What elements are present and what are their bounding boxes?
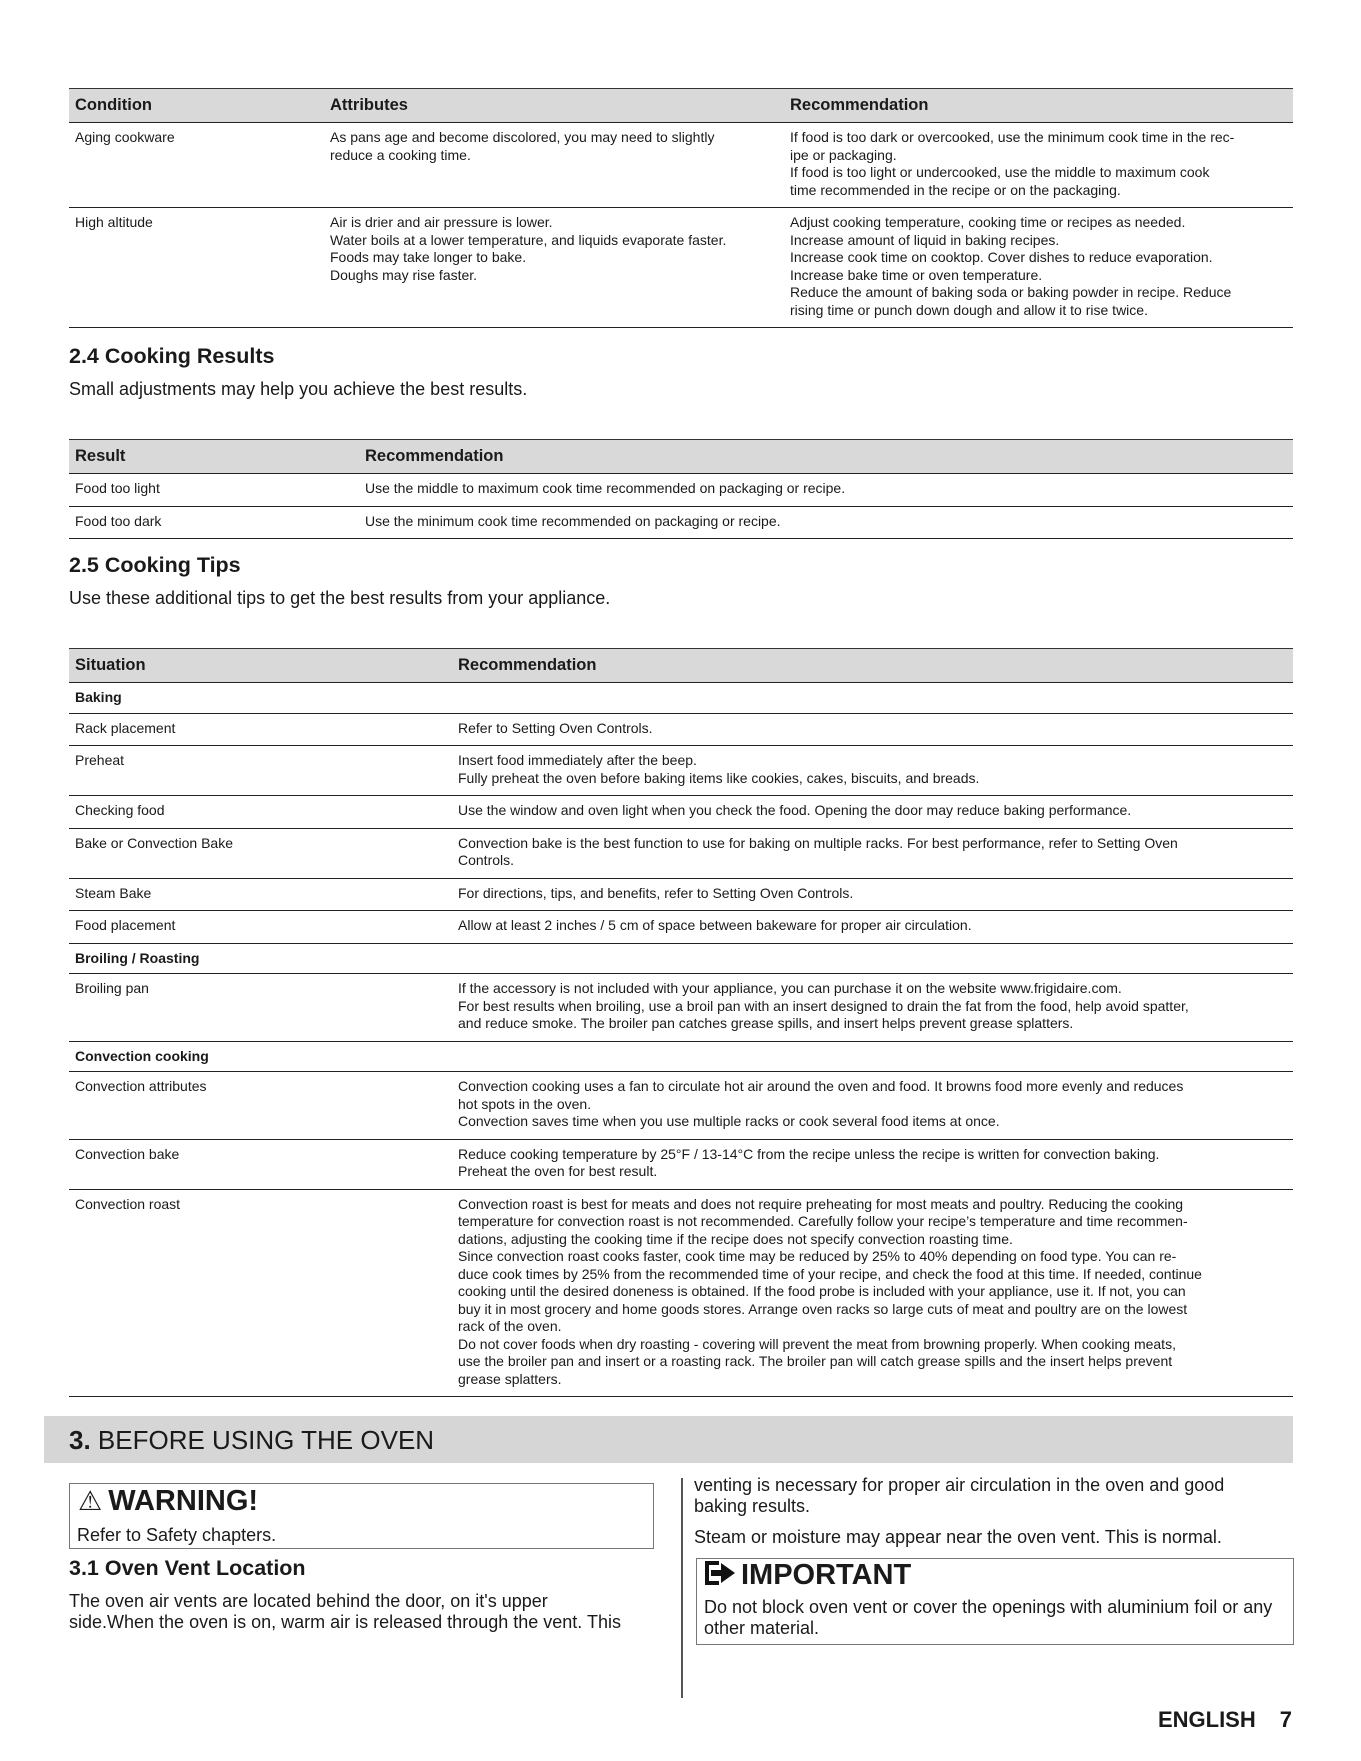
section-3-number: 3. xyxy=(69,1425,91,1455)
table-row xyxy=(69,506,1293,539)
tips-table xyxy=(69,648,1293,1397)
result-cell: Food too light xyxy=(69,474,359,507)
recommendation-cell: Refer to Setting Oven Controls. xyxy=(452,713,1293,746)
header-recommendation: Recommendation xyxy=(359,440,1293,474)
recommendation-cell: If food is too dark or overcooked, use the minimum cook time in the rec- ipe or packaging. If food is too light or undercooked, use the middle to maximum cook time recommended in the recipe or on the packaging. xyxy=(784,123,1293,208)
table-row xyxy=(69,123,1293,208)
table-row xyxy=(69,911,1293,944)
table-row xyxy=(69,1139,1293,1189)
arrow-right-icon xyxy=(705,1560,735,1593)
situation-cell: Convection roast xyxy=(69,1189,452,1397)
group-label: Baking xyxy=(69,683,1293,714)
situation-cell: Broiling pan xyxy=(69,974,452,1042)
page-number: 7 xyxy=(1279,1707,1292,1732)
group-label: Broiling / Roasting xyxy=(69,943,1293,974)
group-row xyxy=(69,683,1293,714)
situation-cell: Convection attributes xyxy=(69,1072,452,1140)
recommendation-cell: Use the minimum cook time recommended on packaging or recipe. xyxy=(359,506,1293,539)
table-row xyxy=(69,1072,1293,1140)
recommendation-cell: Convection roast is best for meats and does not require preheating for most meats and poultry. Reducing the cooking temperature for convection roast is not recommended. Carefully follow your recipe’s temperature and time recommen- dations, adjusting the cooking time if the recipe does not specify convection roasting time. Since convection roast cooks faster, cook time may be reduced by 25% to 40% depending on food type. You can re- duce cook times by 25% from the recommended time of your recipe, and check the food at this time. If needed, continue cooking until the desired doneness is obtained. If the food probe is included with your appliance, use it. If not, you can buy it in most grocery and home goods stores. Arrange oven racks so large cuts of meat and poultry are on the lowest rack of the oven. Do not cover foods when dry roasting - covering will prevent the meat from browning properly. When cooking meats, use the broiler pan and insert or a roasting rack. The broiler pan will catch grease spills and the insert helps prevent grease splatters. xyxy=(452,1189,1293,1397)
table-row xyxy=(69,796,1293,829)
condition-cell: Aging cookware xyxy=(69,123,324,208)
table-row xyxy=(69,474,1293,507)
recommendation-cell: Allow at least 2 inches / 5 cm of space between bakeware for proper air circulation. xyxy=(452,911,1293,944)
condition-cell: High altitude xyxy=(69,208,324,328)
important-heading: IMPORTANT xyxy=(741,1559,912,1591)
situation-cell: Preheat xyxy=(69,746,452,796)
important-text: Do not block oven vent or cover the openings with aluminium foil or any other material. xyxy=(704,1597,1273,1638)
section-3-heading: BEFORE USING THE OVEN xyxy=(97,1425,435,1455)
recommendation-cell: If the accessory is not included with your appliance, you can purchase it on the website www.frigidaire.com. For best results when broiling, use a broil pan with an insert designed to drain the fat from the food, help avoid spatter, and reduce smoke. The broiler pan catches grease spills, and insert helps prevent grease splatters. xyxy=(452,974,1293,1042)
table-header-row xyxy=(69,89,1293,123)
footer-language: ENGLISH xyxy=(1157,1707,1256,1732)
header-result: Result xyxy=(69,440,359,474)
situation-cell: Checking food xyxy=(69,796,452,829)
header-situation: Situation xyxy=(69,649,452,683)
recommendation-cell: Use the middle to maximum cook time recommended on packaging or recipe. xyxy=(359,474,1293,507)
recommendation-cell: Use the window and oven light when you check the food. Opening the door may reduce baking performance. xyxy=(452,796,1293,829)
attributes-cell: Air is drier and air pressure is lower. Water boils at a lower temperature, and liquids evaporate faster. Foods may take longer to bake. Doughs may rise faster. xyxy=(324,208,784,328)
table-row xyxy=(69,1189,1293,1397)
table-row xyxy=(69,208,1293,328)
header-condition: Condition xyxy=(69,89,324,123)
group-label: Convection cooking xyxy=(69,1041,1293,1072)
vent-text-col2: venting is necessary for proper air circulation in the oven and good baking results. xyxy=(694,1475,1225,1516)
results-table xyxy=(69,439,1293,539)
recommendation-cell: For directions, tips, and benefits, refer to Setting Oven Controls. xyxy=(452,878,1293,911)
section-3-title xyxy=(69,1425,434,1456)
recommendation-cell: Insert food immediately after the beep. Fully preheat the oven before baking items like cookies, cakes, biscuits, and breads. xyxy=(452,746,1293,796)
attributes-cell: As pans age and become discolored, you may need to slightly reduce a cooking time. xyxy=(324,123,784,208)
situation-cell: Steam Bake xyxy=(69,878,452,911)
table-row xyxy=(69,974,1293,1042)
header-recommendation: Recommendation xyxy=(452,649,1293,683)
vent-text-normal: Steam or moisture may appear near the oven vent. This is normal. xyxy=(694,1527,1222,1547)
vent-text-col1: The oven air vents are located behind the door, on it's upper side.When the oven is on, warm air is released through the vent. This xyxy=(69,1591,621,1632)
header-attributes: Attributes xyxy=(324,89,784,123)
result-cell: Food too dark xyxy=(69,506,359,539)
table-row xyxy=(69,878,1293,911)
warning-text: Refer to Safety chapters. xyxy=(77,1525,277,1545)
warning-heading: WARNING! xyxy=(108,1485,259,1517)
section-intro-2-5: Use these additional tips to get the best results from your appliance. xyxy=(69,588,611,608)
column-divider xyxy=(681,1478,683,1698)
table-header-row xyxy=(69,440,1293,474)
important-box xyxy=(696,1558,1294,1645)
section-3-banner xyxy=(44,1416,1293,1463)
section-title-2-5: 2.5 Cooking Tips xyxy=(69,553,241,577)
important-heading-line xyxy=(705,1559,911,1593)
group-row xyxy=(69,943,1293,974)
recommendation-cell: Adjust cooking temperature, cooking time or recipes as needed. Increase amount of liquid in baking recipes. Increase cook time on cooktop. Cover dishes to reduce evaporation. Increase bake time or oven temperature. Reduce the amount of baking soda or baking powder in recipe. Reduce rising time or punch down dough and allow it to rise twice. xyxy=(784,208,1293,328)
section-title-3-1: 3.1 Oven Vent Location xyxy=(69,1556,306,1580)
section-title-2-4: 2.4 Cooking Results xyxy=(69,344,275,368)
situation-cell: Bake or Convection Bake xyxy=(69,828,452,878)
page-footer xyxy=(1158,1707,1292,1733)
warning-box xyxy=(69,1483,654,1549)
table-row xyxy=(69,828,1293,878)
recommendation-cell: Convection bake is the best function to use for baking on multiple racks. For best performance, refer to Setting Oven Controls. xyxy=(452,828,1293,878)
group-row xyxy=(69,1041,1293,1072)
recommendation-cell: Convection cooking uses a fan to circulate hot air around the oven and food. It browns food more evenly and reduces hot spots in the oven. Convection saves time when you use multiple racks or cook several food items at once. xyxy=(452,1072,1293,1140)
section-intro-2-4: Small adjustments may help you achieve the best results. xyxy=(69,379,528,399)
recommendation-cell: Reduce cooking temperature by 25°F / 13-14°C from the recipe unless the recipe is written for convection baking. Preheat the oven for best result. xyxy=(452,1139,1293,1189)
conditions-table xyxy=(69,88,1293,328)
header-recommendation: Recommendation xyxy=(784,89,1293,123)
situation-cell: Rack placement xyxy=(69,713,452,746)
table-header-row xyxy=(69,649,1293,683)
warning-triangle-icon: ⚠ xyxy=(78,1486,103,1516)
table-row xyxy=(69,746,1293,796)
table-row xyxy=(69,713,1293,746)
situation-cell: Food placement xyxy=(69,911,452,944)
warning-heading-line xyxy=(78,1485,258,1518)
situation-cell: Convection bake xyxy=(69,1139,452,1189)
